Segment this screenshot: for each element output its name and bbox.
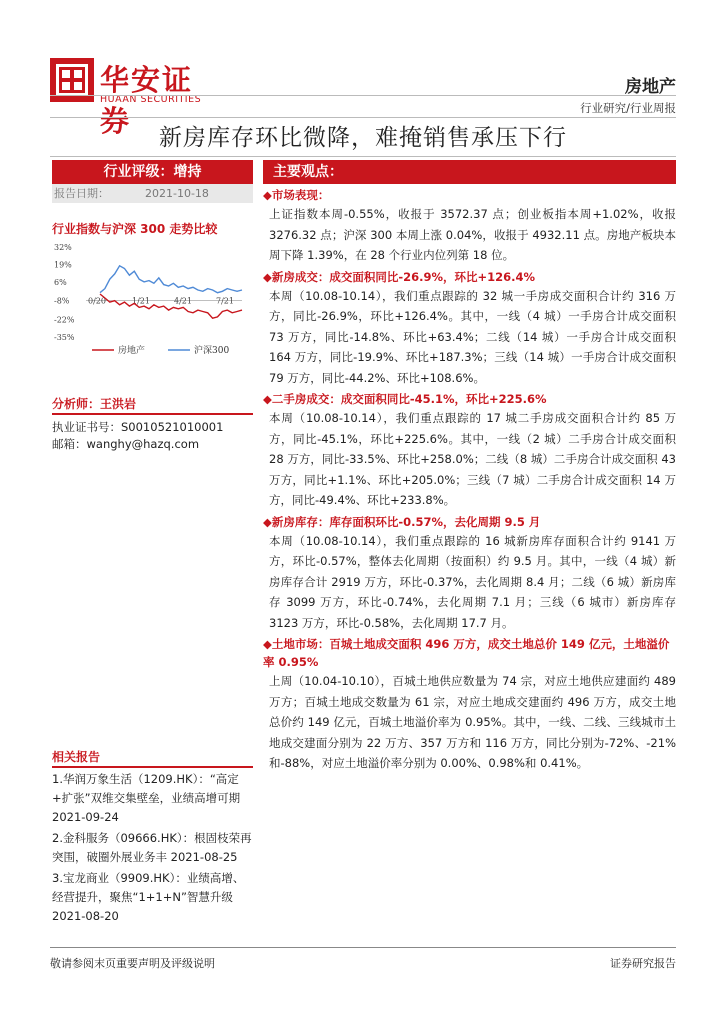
report-date-row [52, 184, 253, 203]
footer-label: 证券研究报告 [610, 957, 676, 970]
diamond-bullet-icon: ◆ [263, 269, 272, 284]
analyst-head: 分析师：王洪岩 [52, 395, 253, 415]
section-heading-text: 新房成交：成交面积同比-26.9%，环比+126.4% [271, 269, 536, 284]
section-body: 本周（10.08-10.14），我们重点跟踪的 16 城新房库存面积合计约 9141 万方，环比-0.57%，整体去化周期（按面积）约 9.5 月。其中，一线（4 城）新房库存合计 2919 万方，环比-0.37%，去化周期 8.4 月；二线（6 城）新房库存 3099 万方，环比-0.74%，去化周期 7.1 月；三线（6 城市）新房库存 3123 万方，环比-0.58%，去化周期 17.7 月。 [269, 533, 676, 630]
y-tick-label: 32% [54, 243, 72, 252]
section-body: 上证指数本周-0.55%，收报于 3572.37 点；创业板指本周+1.02%，收报 3276.32 点；沪深 300 本周上涨 0.04%，收报于 4932.11 点。房地产板块本周下降 1.39%，在 28 个行业内位列第 18 位。 [269, 207, 676, 262]
divider [50, 117, 676, 118]
related-report-item[interactable]: 1.华润万象生活（1209.HK）：“高定+扩张”双维交集壁垒，业绩高增可期 2021-09-24 [52, 772, 241, 824]
doc-type: 行业研究/行业周报 [580, 101, 676, 115]
section-body: 本周（10.08-10.14），我们重点跟踪的 32 城一手房成交面积合计约 316 万方，同比-26.9%，环比+126.4%。其中，一线（4 城）一手房合计成交面积 73 万方，同比-14.8%、环比+63.4%；二线（14 城）一手房合计成交面积 164 万方，同比-19.9%、环比+187.3%；三线（14 城）一手房合计成交面积 79 万方，同比-44.2%、环比+108.6%。 [269, 288, 676, 385]
brand-logo [50, 58, 220, 138]
related-report-item[interactable]: 3.宝龙商业（9909.HK）：业绩高增、经营提升，聚焦“1+1+N”智慧升级 2021-08-20 [52, 871, 245, 923]
section-heading [263, 635, 676, 671]
section-heading [263, 186, 676, 204]
section-body: 本周（10.08-10.14），我们重点跟踪的 17 城二手房成交面积合计约 85 万方，同比-45.1%，环比+225.6%。其中，一线（2 城）二手房合计成交面积 28 万方，同比-33.5%、环比+258.0%；二线（8 城）二手房合计成交面积 43 万方，同比+1.1%、环比+205.0%；三线（7 城）二手房合计成交面积 14 万方，同比-49.4%、环比+233.8%。 [269, 411, 676, 507]
diamond-bullet-icon: ◆ [263, 188, 272, 202]
diamond-bullet-icon: ◆ [263, 514, 272, 529]
industry-rating: 行业评级：增持 [52, 160, 253, 184]
y-tick-label: 19% [54, 260, 72, 270]
report-date-label: 报告日期： [54, 187, 109, 200]
section-heading [263, 390, 676, 408]
series-line-hs300 [100, 266, 242, 293]
section-heading-text: 新房库存：库存面积环比-0.57%，去化周期 9.5 月 [271, 514, 541, 529]
section-heading-text: 土地市场：百城土地成交面积 496 万方，成交土地总价 149 亿元，土地溢价率 0.95% [263, 637, 670, 669]
y-tick-label: -8% [54, 296, 70, 306]
brand-name: 华安证券 [100, 63, 194, 138]
page-title: 新房库存环比微降，难掩销售承压下行 [159, 125, 567, 151]
y-tick-label: -22% [54, 315, 75, 325]
x-tick-label: 4/21 [174, 296, 192, 306]
analyst-email[interactable]: 邮箱：wanghy@hazq.com [52, 437, 200, 451]
x-tick-label: 1/21 [132, 296, 150, 306]
diamond-bullet-icon: ◆ [263, 392, 272, 406]
index-chart-svg [52, 241, 253, 363]
related-reports-list [52, 770, 253, 926]
analyst-cert: 执业证书号：S0010521010001 [52, 420, 224, 434]
footer-disclaimer: 敬请参阅末页重要声明及评级说明 [50, 957, 215, 970]
diamond-bullet-icon: ◆ [263, 637, 272, 651]
legend-label: 沪深300 [194, 346, 230, 356]
x-tick-label: 0/20 [88, 296, 106, 306]
related-reports-head: 相关报告 [52, 748, 253, 768]
y-tick-label: -35% [54, 333, 75, 342]
key-points-heading: 主要观点： [263, 160, 676, 184]
legend-label: 房地产 [118, 346, 146, 356]
related-report-item[interactable]: 2.金科服务（09666.HK）：根固枝荣再突围，破圈外展业务丰 2021-08-25 [52, 831, 252, 864]
y-tick-label: 6% [54, 277, 67, 287]
section-heading [263, 513, 676, 531]
brand-name-en: HUAAN SECURITIES [100, 94, 202, 105]
left-sidebar [52, 160, 253, 926]
report-date-value: 2021-10-18 [145, 187, 209, 200]
section-heading-text: 二手房成交：成交面积同比-45.1%，环比+225.6% [271, 392, 547, 406]
section-body: 上周（10.04-10.10），百城土地供应数量为 74 宗，对应土地供应建面约 489 万方；百城土地成交数量为 61 宗，对应土地成交建面约 496 万方，成交土地总价约 149 亿元，百城土地溢价率为 0.95%。其中，一线、二线、三线城市土地成交建面分别为 22 万方、357 万方和 116 万方，同比分别为-72%、-21%和-88%，对应土地溢价率分别为 0.00%、0.98%和 0.41%。 [269, 674, 676, 770]
section-heading [263, 268, 676, 286]
x-tick-label: 7/21 [216, 296, 234, 306]
sections [263, 186, 676, 774]
chart-title: 行业指数与沪深 300 走势比较 [52, 222, 218, 236]
divider [50, 156, 676, 157]
divider [50, 95, 676, 96]
footer-divider [50, 947, 676, 948]
main-content [263, 160, 676, 774]
sector-label: 房地产 [625, 77, 676, 97]
index-chart [52, 241, 253, 363]
section-heading-text: 市场表现： [271, 188, 330, 202]
